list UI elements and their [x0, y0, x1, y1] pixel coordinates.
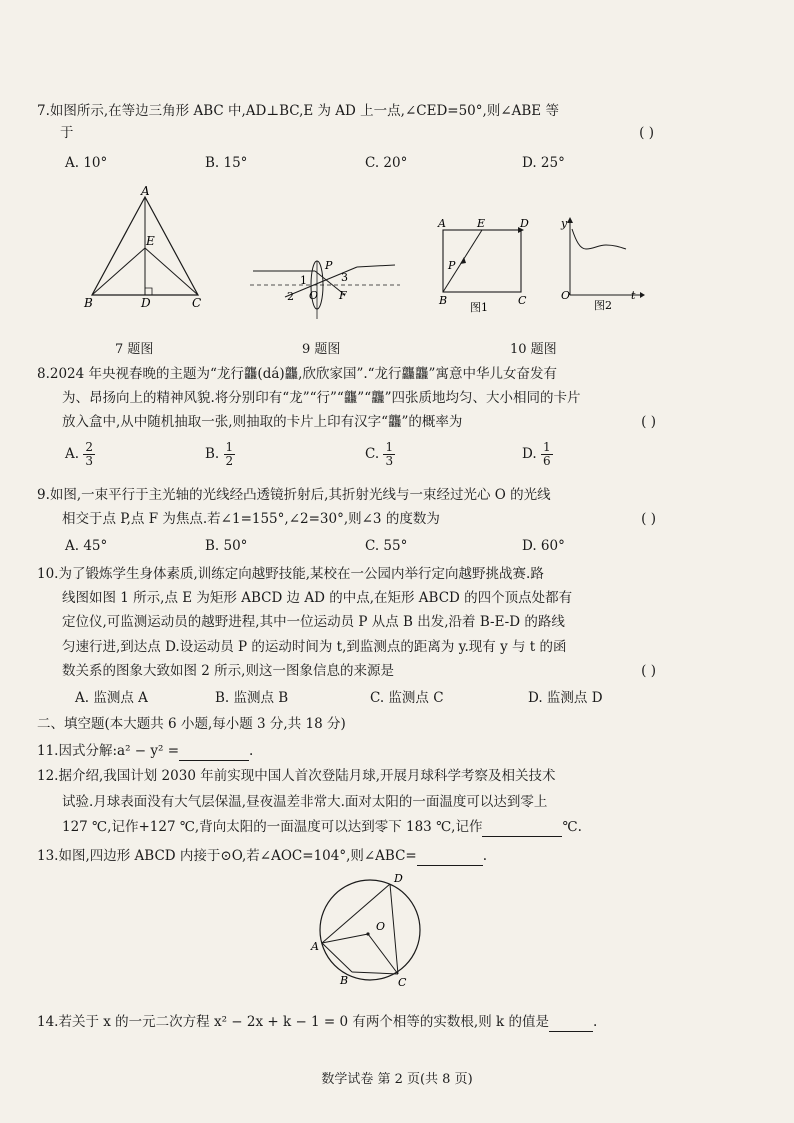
fig10-subcaption-1: 图1: [470, 301, 488, 314]
q14-answer-blank[interactable]: [549, 1015, 593, 1032]
fig13-label-c: C: [398, 976, 407, 989]
q10-line4: 匀速行进,到达点 D.设运动员 P 的运动时间为 t,到监测点的距离为 y.现有 y 与 t 的函: [62, 639, 567, 655]
figure-10-route: [430, 215, 650, 320]
q11-text: 11.因式分解:a² − y² =: [37, 743, 180, 759]
page-footer: 数学试卷 第 2 页(共 8 页): [321, 1072, 473, 1087]
q8-paren: ( ): [641, 414, 656, 430]
q12-line1: 12.据介绍,我国计划 2030 年前实现中国人首次登陆月球,开展月球科学考察及相关技术: [37, 768, 556, 784]
fig9-label-3: 3: [341, 271, 348, 284]
fig13-label-o: O: [376, 920, 386, 933]
q7-option-a: A. 10°: [65, 155, 108, 171]
q11-line: [37, 741, 253, 761]
q7-line1: 7.如图所示,在等边三角形 ABC 中,AD⊥BC,E 为 AD 上一点,∠CED=50°,则∠ABE 等: [37, 103, 559, 119]
q9-option-a: A. 45°: [65, 538, 108, 554]
fig7-label-d: D: [141, 296, 151, 310]
q9-line2: 相交于点 P,点 F 为焦点.若∠1=155°,∠2=30°,则∠3 的度数为: [62, 511, 440, 527]
fig7-label-c: C: [192, 296, 202, 310]
fig7-label-e: E: [146, 234, 155, 248]
q7-line2: 于: [60, 125, 74, 141]
q10-line5: 数关系的图象大致如图 2 所示,则这一图象信息的来源是: [62, 663, 394, 679]
q7-option-d: D. 25°: [522, 155, 565, 171]
q8-option-d-fraction: [541, 441, 553, 468]
q10-option-a: A. 监测点 A: [75, 690, 148, 706]
q8-line1: 8.2024 年央视春晚的主题为“龙行龘(dá)龘,欣欣家国”.“龙行龘龘”寓意中华儿女奋发有: [37, 366, 557, 382]
q12-line3: [62, 817, 582, 837]
q9-option-d: D. 60°: [522, 538, 565, 554]
figure-13-circle: [308, 868, 433, 993]
q8-option-b-letter: B.: [205, 446, 220, 462]
q8-option-b-fraction: [224, 441, 236, 468]
q8-option-a-num: 2: [85, 440, 93, 454]
fig7-caption: 7 题图: [115, 342, 154, 357]
fig10-label-b: B: [439, 294, 448, 307]
q12-answer-blank[interactable]: [482, 820, 562, 837]
q7-option-c: C. 20°: [365, 155, 408, 171]
q13-end: .: [482, 848, 488, 864]
fig9-label-p: P: [325, 259, 333, 272]
q10-option-c: C. 监测点 C: [370, 690, 444, 706]
q8-option-b-den: 2: [225, 454, 234, 468]
q8-option-a-letter: A.: [65, 446, 80, 462]
q8-line2: 为、昂扬向上的精神风貌.将分别印有“龙”“行”“龘”“龘”四张质地均匀、大小相同的卡片: [62, 390, 581, 406]
q8-option-c-num: 1: [385, 440, 394, 454]
fig13-label-a: A: [311, 940, 319, 953]
q10-paren: ( ): [641, 663, 656, 679]
q8-option-b-num: 1: [225, 440, 234, 454]
section-2-header: 二、填空题(本大题共 6 小题,每小题 3 分,共 18 分): [37, 716, 346, 732]
q11-end: .: [249, 743, 254, 759]
q9-option-b: B. 50°: [205, 538, 248, 554]
q8-option-a: [65, 441, 95, 468]
fig10-label-e: E: [477, 217, 486, 230]
fig10-subcaption-2: 图2: [594, 299, 612, 312]
fig10-label-t: t: [631, 289, 636, 302]
q10-line3: 定位仪,可监测运动员的越野进程,其中一位运动员 P 从点 B 出发,沿着 B-E-D 的路线: [62, 614, 565, 630]
fig13-label-b: B: [340, 974, 349, 987]
q14-end: .: [592, 1014, 598, 1030]
q11-answer-blank[interactable]: [179, 744, 249, 761]
q8-option-d-num: 1: [542, 440, 551, 454]
fig9-label-f: F: [339, 289, 347, 302]
q10-option-d: D. 监测点 D: [528, 690, 603, 706]
q8-option-c: [365, 441, 395, 468]
q13-line: [37, 846, 487, 866]
q8-option-c-letter: C.: [365, 446, 380, 462]
q8-line3: 放入盒中,从中随机抽取一张,则抽取的卡片上印有汉字“龘”的概率为: [62, 414, 463, 430]
q8-option-a-fraction: [83, 441, 95, 468]
q8-option-d-den: 6: [542, 454, 551, 468]
q14-text: 14.若关于 x 的一元二次方程 x² − 2x + k − 1 = 0 有两个相等的实数根,则 k 的值是: [37, 1014, 549, 1030]
q12-line2: 试验.月球表面没有大气层保温,昼夜温差非常大.面对太阳的一面温度可以达到零上: [62, 794, 548, 810]
q9-option-c: C. 55°: [365, 538, 408, 554]
fig9-caption: 9 题图: [302, 342, 341, 357]
q10-option-b: B. 监测点 B: [215, 690, 289, 706]
q7-paren: ( ): [639, 125, 654, 141]
figure-9-lens: [245, 255, 405, 325]
fig10-label-d: D: [520, 217, 529, 230]
q7-option-b: B. 15°: [205, 155, 248, 171]
fig10-caption: 10 题图: [510, 342, 557, 357]
fig10-label-a: A: [438, 217, 446, 230]
fig9-label-1: 1: [300, 274, 307, 287]
fig9-label-o: O: [309, 289, 319, 302]
q8-option-c-den: 3: [385, 454, 394, 468]
q9-paren: ( ): [641, 511, 656, 527]
q10-line2: 线图如图 1 所示,点 E 为矩形 ABCD 边 AD 的中点,在矩形 ABCD 的四个顶点处都有: [62, 590, 573, 606]
q12-end: ℃.: [562, 819, 582, 835]
fig10-label-y: y: [561, 217, 568, 230]
q13-text: 13.如图,四边形 ABCD 内接于⊙O,若∠AOC=104°,则∠ABC=: [37, 848, 417, 864]
q8-option-b: [205, 441, 235, 468]
q10-line1: 10.为了锻炼学生身体素质,训练定向越野技能,某校在一公园内举行定向越野挑战赛.路: [37, 566, 544, 582]
figure-7-triangle: [80, 185, 210, 310]
q13-answer-blank[interactable]: [417, 849, 483, 866]
q8-option-a-den: 3: [85, 454, 93, 468]
q14-line: [37, 1012, 597, 1032]
q9-line1: 9.如图,一束平行于主光轴的光线经凸透镜折射后,其折射光线与一束经过光心 O 的光线: [37, 487, 551, 503]
fig10-label-c: C: [518, 294, 527, 307]
q12-line3-text: 127 ℃,记作+127 ℃,背向太阳的一面温度可以达到零下 183 ℃,记作: [62, 819, 483, 835]
fig7-label-a: A: [141, 185, 150, 198]
fig10-label-p: P: [448, 259, 456, 272]
fig9-label-2: 2: [287, 290, 294, 303]
fig7-label-b: B: [84, 296, 93, 310]
fig10-label-o: O: [561, 289, 571, 302]
q8-option-d-letter: D.: [522, 446, 537, 462]
q8-option-d: [522, 441, 553, 468]
q8-option-c-fraction: [383, 441, 395, 468]
fig13-label-d: D: [394, 872, 403, 885]
